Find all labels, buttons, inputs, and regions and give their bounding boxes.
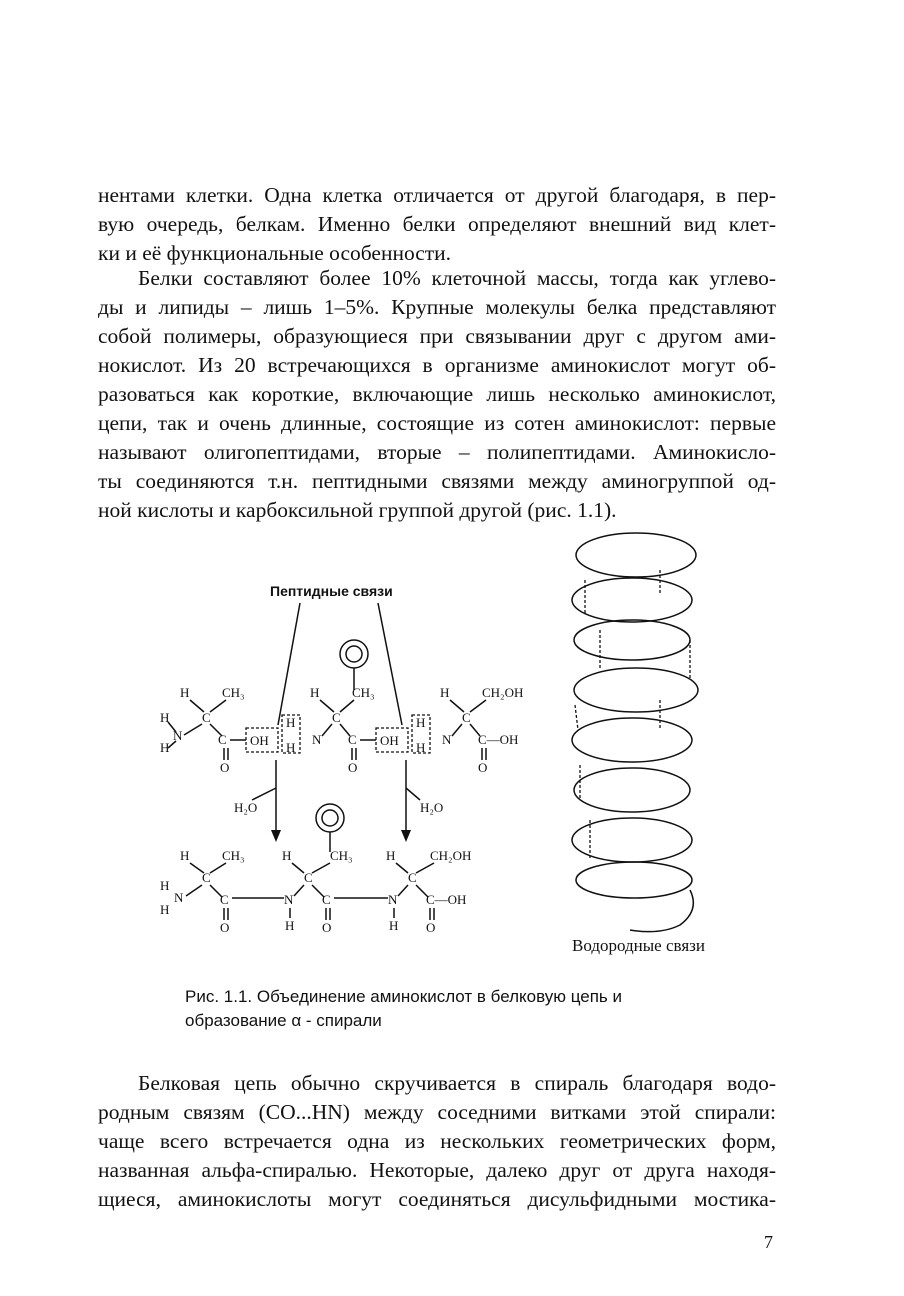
atom-label: CH₃ xyxy=(222,848,245,863)
text-line: нокислот. Из 20 встречающихся в организме аминокислот могут об- xyxy=(98,353,776,377)
atom-label: C xyxy=(408,870,417,885)
paragraph-2 xyxy=(98,264,776,525)
atom-label: CH₃ xyxy=(222,685,245,700)
atom-label: C xyxy=(462,710,471,725)
text-line: нентами клетки. Одна клетка отличается от другой благодаря, в пер- xyxy=(98,183,776,207)
text-line: названная альфа-спиралью. Некоторые, далеко друг от друга находя- xyxy=(98,1158,776,1182)
text-line: Белки составляют более 10% клеточной массы, тогда как углево- xyxy=(138,266,776,290)
atom-label: CH₂OH xyxy=(482,685,524,700)
atom-label: H xyxy=(160,902,170,917)
pointer-line xyxy=(378,603,402,725)
atom-label: O xyxy=(348,760,358,775)
atom-label: C xyxy=(202,870,211,885)
atom-label: CH₂OH xyxy=(430,848,472,863)
text-line: собой полимеры, образующиеся при связывании друг с другом ами- xyxy=(98,324,776,348)
text-line: называют олигопептидами, вторые – полипептидами. Аминокисло- xyxy=(98,440,776,464)
atom-label: H xyxy=(286,715,296,730)
atom-label: H xyxy=(285,918,295,933)
atom-label: H₂O xyxy=(234,800,258,815)
atom-label: H xyxy=(286,740,296,755)
atom-label: C xyxy=(202,710,211,725)
atom-label: C xyxy=(348,732,357,747)
atom-label: OH xyxy=(250,733,269,748)
atom-label: N xyxy=(312,732,322,747)
atom-label: H xyxy=(416,715,426,730)
atom-label: O xyxy=(322,920,332,935)
atom-label: N xyxy=(173,728,183,743)
atom-label: C xyxy=(332,710,341,725)
atom-label: C—OH xyxy=(426,892,467,907)
hydrogen-bonds-label: Водородные связи xyxy=(572,936,705,955)
atom-label: N xyxy=(442,732,452,747)
alpha-helix-diagram xyxy=(572,533,698,932)
text-line: цепи, так и очень длинные, состоящие из сотен аминокислот: первые xyxy=(98,411,776,435)
caption-line: образование α - спирали xyxy=(185,1011,382,1030)
atom-label: C xyxy=(220,892,229,907)
atom-label: C xyxy=(322,892,331,907)
atom-label: O xyxy=(220,760,230,775)
text-line: ной кислоты и карбоксильной группой другой (рис. 1.1). xyxy=(98,498,617,522)
atom-label: OH xyxy=(380,733,399,748)
atom-label: H xyxy=(160,878,170,893)
text-line: ты соединяются т.н. пептидными связями между аминогруппой од- xyxy=(98,469,776,493)
atom-label: H xyxy=(416,740,426,755)
atom-label: H xyxy=(180,848,190,863)
text-line: ды и липиды – лишь 1–5%. Крупные молекулы белка представляют xyxy=(98,295,776,319)
atom-label: CH₃ xyxy=(352,685,375,700)
atom-label: C—OH xyxy=(478,732,519,747)
caption-line: Рис. 1.1. Объединение аминокислот в белковую цепь и xyxy=(185,987,623,1006)
figure-caption xyxy=(185,985,745,1033)
atom-label: O xyxy=(478,760,488,775)
atom-label: N xyxy=(174,890,184,905)
paragraph-3 xyxy=(98,1069,776,1214)
atom-label: H₂O xyxy=(420,800,444,815)
atom-label: H xyxy=(440,685,450,700)
atom-label: O xyxy=(220,920,230,935)
text-line: родным связям (CO...HN) между соседними витками этой спирали: xyxy=(98,1100,776,1124)
peptide-bonds-label: Пептидные связи xyxy=(270,583,393,599)
text-line: разоваться как короткие, включающие лишь несколько аминокислот, xyxy=(98,382,776,406)
text-line: вую очередь, белкам. Именно белки определяют внешний вид клет- xyxy=(98,212,776,236)
atom-label: N xyxy=(284,892,294,907)
text-line: Белковая цепь обычно скручивается в спираль благодаря водо- xyxy=(138,1071,776,1095)
atom-label: H xyxy=(160,740,170,755)
text-line: ки и её функциональные особенности. xyxy=(98,241,452,265)
atom-label: H xyxy=(180,685,190,700)
pointer-line xyxy=(278,603,300,725)
paragraph-1 xyxy=(98,181,776,268)
atom-label: CH₃ xyxy=(330,848,353,863)
atom-label: H xyxy=(282,848,292,863)
text-line: щиеся, аминокислоты могут соединяться дисульфидными мостика- xyxy=(98,1187,776,1211)
atom-label: O xyxy=(426,920,436,935)
atom-label: H xyxy=(389,918,399,933)
atom-label: C xyxy=(218,732,227,747)
page-number: 7 xyxy=(764,1232,773,1252)
atom-label: H xyxy=(160,710,170,725)
atom-label: H xyxy=(386,848,396,863)
atom-label: C xyxy=(304,870,313,885)
atom-label: H xyxy=(310,685,320,700)
atom-label: N xyxy=(388,892,398,907)
text-line: чаще всего встречается одна из нескольких геометрических форм, xyxy=(98,1129,776,1153)
